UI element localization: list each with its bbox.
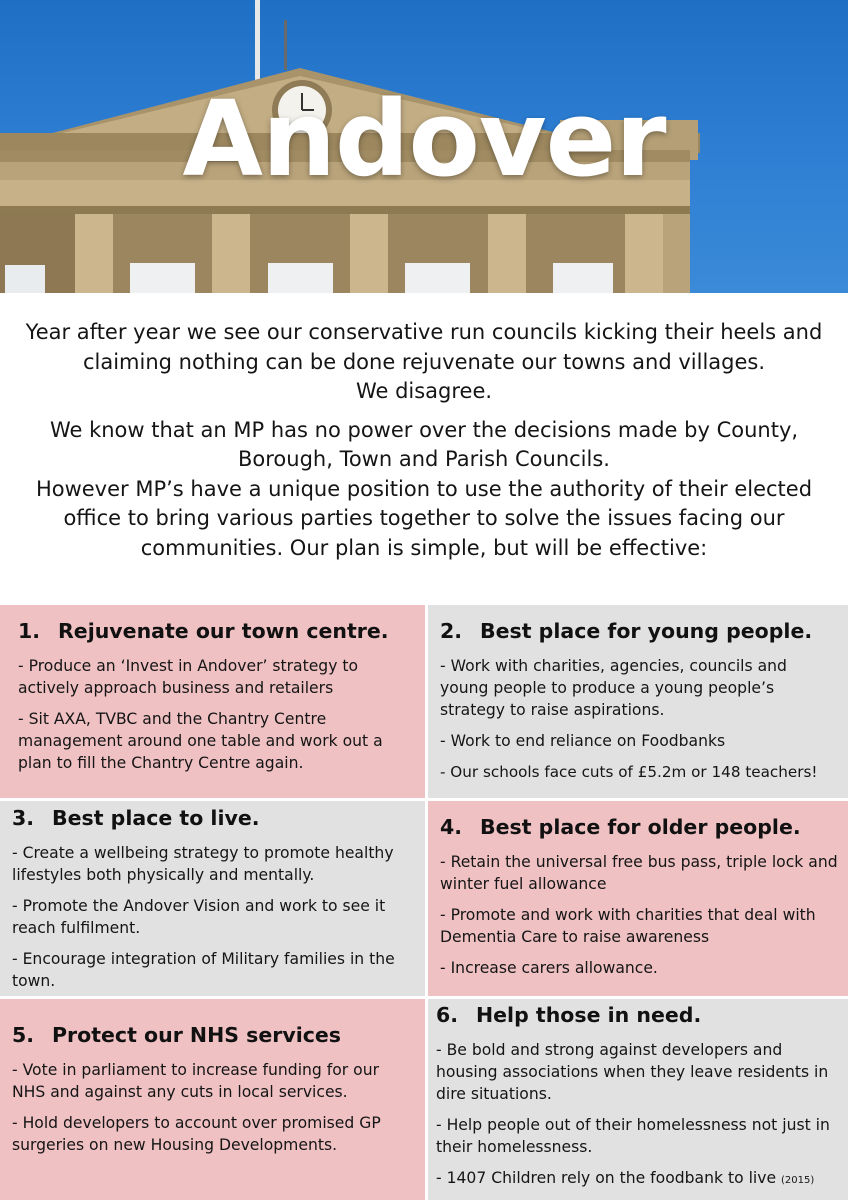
pledge-4-point-2: - Promote and work with charities that deal with Dementia Care to raise awareness <box>440 906 816 946</box>
pledge-title-2: 2. Best place for young people. <box>440 619 813 643</box>
pledge-4-point-3: - Increase carers allowance. <box>440 959 658 977</box>
intro-disagree: We disagree. <box>355 379 493 403</box>
intro-text <box>20 318 828 563</box>
pledge-card-2 <box>428 605 848 798</box>
pledge-card-4 <box>428 801 848 996</box>
intro-paragraph-3: However MP’s have a unique position to use the authority of their elected office to bring various parties together to solve the issues facing our communities. Our plan is simple, but will be effective: <box>35 476 813 560</box>
pledge-title-5: 5. Protect our NHS services <box>12 1023 342 1047</box>
pledge-4-point-1: - Retain the universal free bus pass, triple lock and winter fuel allowance <box>440 853 838 893</box>
pledge-2-point-3: - Our schools face cuts of £5.2m or 148 teachers! <box>440 763 818 781</box>
pledge-title-6: 6. Help those in need. <box>436 1003 702 1027</box>
pledge-title-4: 4. Best place for older people. <box>440 815 801 839</box>
pledge-1-point-1: - Produce an ‘Invest in Andover’ strategy to actively approach business and retailers <box>18 657 359 697</box>
pledge-card-1 <box>0 605 425 798</box>
pledge-6-point-1: - Be bold and strong against developers and housing associations when they leave residents in dire situations. <box>436 1041 829 1103</box>
intro-paragraph-2: We know that an MP has no power over the decisions made by County, Borough, Town and Parish Councils. <box>49 417 799 471</box>
pledge-3-point-3: - Encourage integration of Military families in the town. <box>12 950 395 990</box>
pledge-2-point-1: - Work with charities, agencies, councils and young people to produce a young people’s strategy to raise aspirations. <box>440 657 787 719</box>
pledge-6-point-2: - Help people out of their homelessness not just in their homelessness. <box>436 1116 830 1156</box>
pledge-6-point-3-text: - 1407 Children rely on the foodbank to live <box>436 1169 777 1187</box>
pledge-5-point-1: - Vote in parliament to increase funding for our NHS and against any cuts in local services. <box>12 1061 379 1101</box>
pledge-title-1: 1. Rejuvenate our town centre. <box>18 619 389 643</box>
intro-paragraph-1: Year after year we see our conservative run councils kicking their heels and claiming nothing can be done rejuvenate our towns and villages. <box>25 320 823 374</box>
pledge-6-year-note: (2015) <box>781 1175 815 1186</box>
page-title: Andover <box>182 78 666 200</box>
pledge-3-point-1: - Create a wellbeing strategy to promote healthy lifestyles both physically and mentally. <box>12 844 394 884</box>
hero-banner <box>0 0 848 293</box>
pledge-title-3: 3. Best place to live. <box>12 806 260 830</box>
pledge-2-point-2: - Work to end reliance on Foodbanks <box>440 732 726 750</box>
pledge-3-point-2: - Promote the Andover Vision and work to see it reach fulfilment. <box>12 897 386 937</box>
pledge-6-point-3 <box>436 1167 840 1192</box>
pledge-card-3 <box>0 801 425 996</box>
pledge-5-point-2: - Hold developers to account over promised GP surgeries on new Housing Developments. <box>12 1114 381 1154</box>
pledge-card-6 <box>428 999 848 1200</box>
pledge-1-point-2: - Sit AXA, TVBC and the Chantry Centre management around one table and work out a plan to fill the Chantry Centre again. <box>18 710 383 772</box>
pledge-card-5 <box>0 999 425 1200</box>
